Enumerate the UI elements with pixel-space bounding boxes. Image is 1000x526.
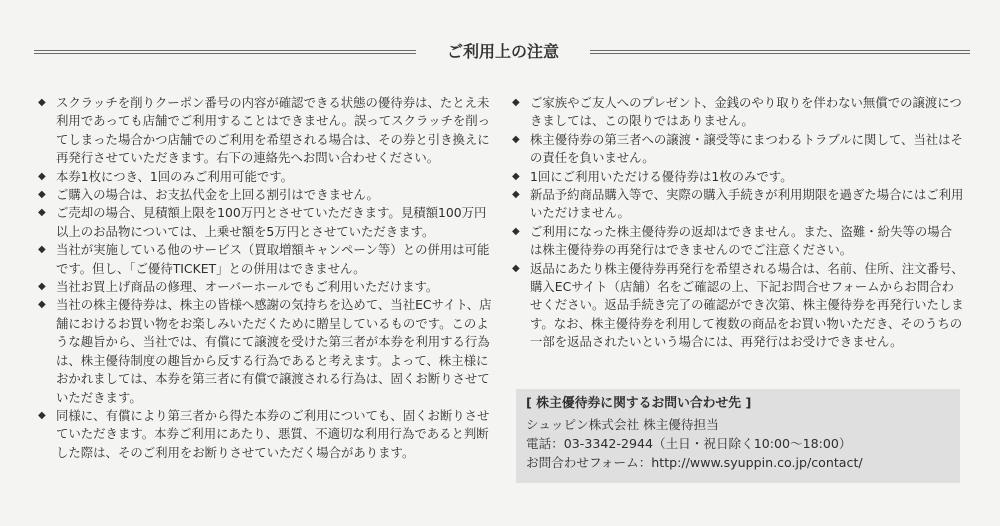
list-item-text: 当社の株主優待券は、株主の皆様へ感謝の気持ちを込めて、当社ECサイト、店舗におけるお買い物をお楽しみいただくために贈呈しているものです。このような趣旨から、当社では、有償にて譲渡を受けた第三者が本券を利用する行為は、株主優待制度の趣旨から反する行為であると考えます。よって、株主様におかれましては、本券を第三者に有償で譲渡される行為は、固くお断りさせていただきます。 — [56, 297, 492, 405]
diamond-bullet-icon: ◆ — [38, 244, 46, 256]
contact-form-url: お問合わせフォーム：http://www.syuppin.co.jp/contact/ — [526, 455, 863, 470]
list-item-text: 当社が実施している他のサービス（買取増額キャンペーン等）との併用は可能です。但し、「ご優待TICKET」との併用はできません。 — [56, 242, 490, 276]
notice-list-left — [38, 94, 496, 462]
list-item — [512, 260, 964, 352]
list-item-text: 1回にご利用いただける優待券は1枚のみです。 — [530, 168, 793, 184]
list-item — [512, 94, 964, 131]
list-item-text: ご家族やご友人へのプレゼント、金銭のやり取りを伴わない無償での譲渡につきましては、この限りではありません。 — [530, 95, 962, 129]
diamond-bullet-icon: ◆ — [512, 189, 520, 201]
list-item-text: 新品予約商品購入等で、実際の購入手続きが利用期限を過ぎた場合にはご利用いただけません。 — [530, 187, 964, 221]
contact-company: シュッピン株式会社 株主優待担当 — [526, 417, 719, 432]
list-item-text: 株主優待券の第三者への譲渡・譲受等にまつわるトラブルに関して、当社はその責任を負いません。 — [530, 131, 963, 166]
diamond-bullet-icon: ◆ — [38, 281, 46, 293]
notice-title-row — [34, 40, 970, 64]
list-item — [512, 131, 964, 168]
list-item — [38, 168, 496, 186]
contact-box — [516, 389, 960, 483]
list-item-text: 当社お買上げ商品の修理、オーバーホールでもご利用いただけます。 — [56, 279, 439, 295]
list-item-text: 本券1枚につき、1回のみご利用可能です。 — [56, 168, 294, 184]
diamond-bullet-icon: ◆ — [38, 409, 46, 421]
diamond-bullet-icon: ◆ — [38, 189, 46, 201]
list-item-text: 同様に、有償により第三者から得た本券のご利用についても、固くお断りさせていただきます。本券ご利用にあたり、悪質、不適切な利用行為であると判断した際は、そのご利用をお断りさせていただく場合があります。 — [56, 407, 490, 460]
diamond-bullet-icon: ◆ — [512, 170, 520, 182]
page-title: ご利用上の注意 — [446, 42, 559, 61]
list-item — [512, 223, 964, 260]
diamond-bullet-icon: ◆ — [512, 97, 520, 108]
list-item — [38, 94, 496, 168]
list-item-text: ご利用になった株主優待券の返却はできません。また、盗難・紛失等の場合は株主優待券の再発行はできませんのでご注意ください。 — [530, 223, 953, 258]
diamond-bullet-icon: ◆ — [512, 225, 520, 237]
notice-list-right — [512, 94, 964, 352]
diamond-bullet-icon: ◆ — [38, 299, 46, 311]
diamond-bullet-icon: ◆ — [512, 262, 520, 274]
list-item — [38, 204, 496, 241]
list-item — [38, 186, 496, 204]
list-item-text: ご購入の場合は、お支払代金を上回る割引はできません。 — [56, 187, 379, 203]
diamond-bullet-icon: ◆ — [38, 207, 46, 219]
list-item-text: スクラッチを削りクーポン番号の内容が確認できる状態の優待券は、たとえ未利用であっても店舗でご利用することはできません。誤ってスクラッチを削ってしまった場合かつ店舗でのご利用を希望される場合は、その券と引き換えに再発行させていただきます。右下の連絡先へお問い合わせください。 — [56, 95, 491, 166]
list-item — [38, 278, 496, 296]
contact-phone: 電話：03-3342-2944（土日・祝日除く10:00～18:00） — [526, 436, 852, 451]
diamond-bullet-icon: ◆ — [38, 170, 46, 182]
list-item-text: ご売却の場合、見積額上限を100万円とさせていただきます。見積額100万円以上のお品物については、上乗せ額を5万円とさせていただきます。 — [56, 205, 487, 239]
list-item-text: 返品にあたり株主優待券再発行を希望される場合は、名前、住所、注文番号、購入ECサイト（店舗）名をご確認の上、下記お問合せフォームからお問合わせください。返品手続き完了の確認ができ次第、株主優待券を再発行いたします。なお、株主優待券を利用して複数の商品をお買い物いただき、そのうちの一部を返品されたいという場合には、再発行はお受けできません。 — [530, 260, 964, 350]
diamond-bullet-icon: ◆ — [38, 97, 46, 108]
diamond-bullet-icon: ◆ — [512, 133, 520, 145]
list-item — [512, 186, 964, 223]
title-rule-left — [34, 50, 416, 54]
list-item — [38, 407, 496, 462]
contact-heading: [ 株主優待券に関するお問い合わせ先 ] — [526, 396, 752, 411]
title-rule-right — [590, 50, 970, 54]
list-item — [38, 296, 496, 406]
list-item — [38, 241, 496, 278]
list-item — [512, 168, 964, 186]
